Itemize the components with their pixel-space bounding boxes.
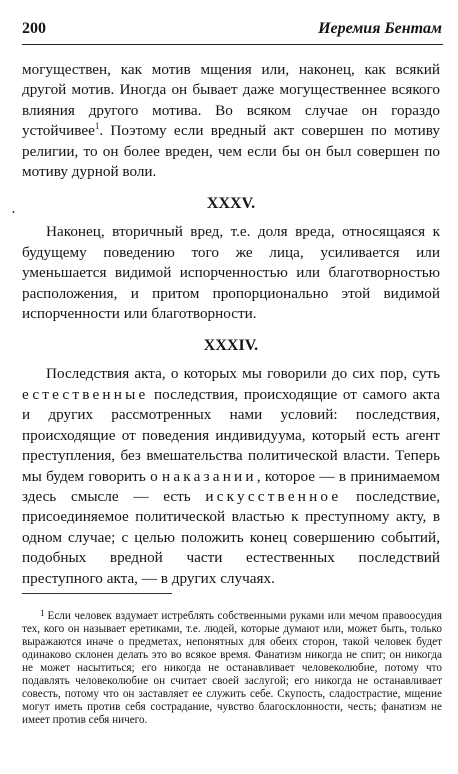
emphasized-term: естественные xyxy=(22,385,149,403)
paragraph-text: Последствия акта, о которых мы говорили до сих пор, суть xyxy=(46,365,440,383)
margin-mark-icon: • xyxy=(12,208,15,217)
emphasized-term: искусственное xyxy=(205,487,342,505)
main-text xyxy=(22,60,440,589)
footnote xyxy=(22,607,442,727)
section-xxxv-paragraph: Наконец, вторичный вред, т.е. доля вреда, относящаяся к будущему поведению того же лица, усиливается или уменьшается видимой испорченностью или благотворностью расположения, и притом пропорционально этой видимой испорченности или благотворности. xyxy=(22,223,440,323)
section-xxxiv-paragraph xyxy=(22,364,440,588)
section-heading-xxxv: XXXV. xyxy=(206,195,256,213)
footnote-reference[interactable]: 1 xyxy=(94,121,100,132)
section-heading-xxxiv: XXXIV. xyxy=(203,337,259,355)
running-title: Иеремия Бентам xyxy=(318,20,442,37)
emphasized-term: наказании xyxy=(162,467,257,485)
footnote-rule xyxy=(22,593,172,594)
paragraph-text: последствия, происходящие от самого акта и других рассмотренных нами условий: последствия, происходящие от поведения индивидуума, который есть агент преступления, без вмешательства политической власти. Теперь мы будем говорить о xyxy=(22,385,440,485)
footnote-text: Если человек вздумает истреблять собственными руками или мечом правоосудия тех, кого он называет еретиками, т.е. людей, которые думают или, может быть, только выражаются иначе о предметах, непонятных для обеих сторон, такой человек будет одинаково склонен делать это во всякое время. Фанатизм никогда не спит; он никогда не может насытиться; его никогда не останавливает человеколюбие, потому что подавлять человеколюбие он считает своей заслугой; его никогда не останавливает совесть, потому что он заставляет ее служить себе. Скупость, сладострастие, мщение могут иметь против себя сострадание, чувство благосклонности, честь; фанатизм не имеет против себя ничего. xyxy=(22,610,442,727)
footnote-mark: 1 xyxy=(40,608,45,618)
paragraph-text: последствие, присоединяемое политической властью к преступному акту, в одном случае; с целью положить конец совершению событий, подобных вредной части естественных последствий преступного акта, — в других случаях. xyxy=(22,487,440,587)
paragraph-text: могуществен, как мотив мщения или, наконец, как всякий другой мотив. Иногда он бывает даже могущественнее всякого влияния другого мотива. Во всяком случае он гораздо устойчивее xyxy=(22,61,440,140)
paragraph-text: . Поэтому если вредный акт совершен по мотиву религии, то он более вреден, чем если бы он был совершен по мотиву дурной воли. xyxy=(22,122,440,181)
page-number: 200 xyxy=(22,20,46,37)
paragraph-continuation xyxy=(22,60,440,182)
paragraph-text: , которое — в принимаемом здесь смысле — есть xyxy=(22,467,440,505)
header-rule xyxy=(22,44,443,45)
page-header xyxy=(22,20,442,42)
